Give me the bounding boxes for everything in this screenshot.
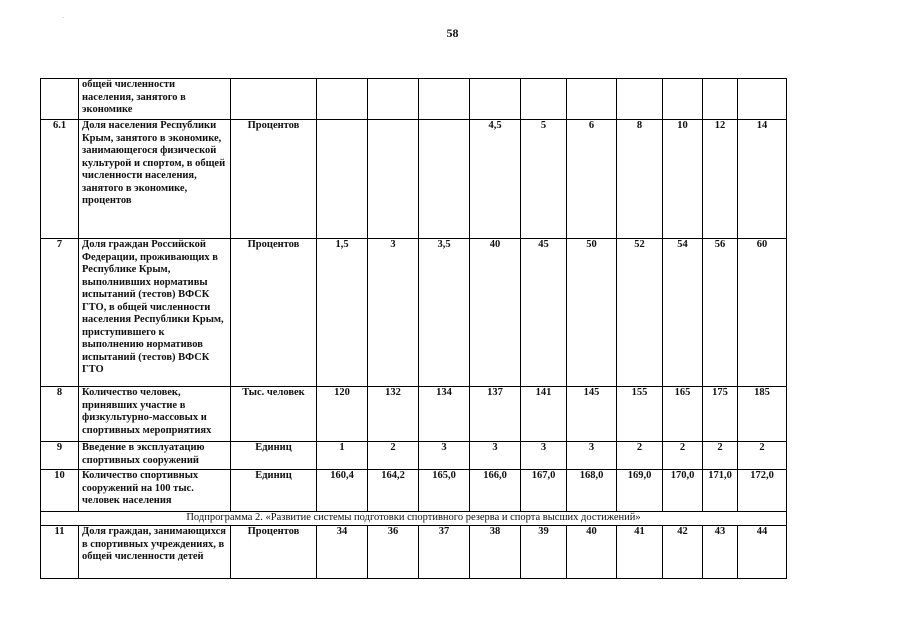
- value-cell: 134: [419, 387, 470, 442]
- row-number: 11: [41, 526, 79, 579]
- value-cell: 171,0: [703, 470, 738, 512]
- value-cell: 185: [738, 387, 787, 442]
- table-row: [41, 470, 787, 512]
- indicator-name: Доля граждан, занимающихся в спортивных учреждениях, в общей численности детей: [79, 526, 231, 579]
- table-row: [41, 79, 787, 120]
- value-cell: 60: [738, 239, 787, 387]
- row-number: 7: [41, 239, 79, 387]
- value-cell: 145: [567, 387, 617, 442]
- subprogram-title: Подпрограмма 2. «Развитие системы подготовки спортивного резерва и спорта высших достижений»: [41, 512, 787, 526]
- value-cell: 40: [567, 526, 617, 579]
- value-cell: 12: [703, 120, 738, 239]
- value-cell: 1,5: [317, 239, 368, 387]
- value-cell: 52: [617, 239, 663, 387]
- value-cell: [567, 79, 617, 120]
- table-row: [41, 120, 787, 239]
- value-cell: [663, 79, 703, 120]
- value-cell: 41: [617, 526, 663, 579]
- unit-cell: Процентов: [231, 120, 317, 239]
- value-cell: 137: [470, 387, 521, 442]
- table-row: [41, 526, 787, 579]
- value-cell: 37: [419, 526, 470, 579]
- value-cell: 8: [617, 120, 663, 239]
- value-cell: 44: [738, 526, 787, 579]
- value-cell: 3: [368, 239, 419, 387]
- row-number: [41, 79, 79, 120]
- value-cell: 43: [703, 526, 738, 579]
- value-cell: 120: [317, 387, 368, 442]
- value-cell: [521, 79, 567, 120]
- value-cell: 4,5: [470, 120, 521, 239]
- value-cell: [419, 79, 470, 120]
- value-cell: 167,0: [521, 470, 567, 512]
- value-cell: 36: [368, 526, 419, 579]
- unit-cell: Процентов: [231, 239, 317, 387]
- value-cell: 3: [521, 442, 567, 470]
- value-cell: 168,0: [567, 470, 617, 512]
- unit-cell: Единиц: [231, 442, 317, 470]
- subprogram-row: [41, 512, 787, 526]
- value-cell: 2: [703, 442, 738, 470]
- value-cell: 166,0: [470, 470, 521, 512]
- page-number: 58: [446, 26, 459, 40]
- value-cell: 155: [617, 387, 663, 442]
- value-cell: [738, 79, 787, 120]
- value-cell: 172,0: [738, 470, 787, 512]
- value-cell: 2: [663, 442, 703, 470]
- table-row: [41, 387, 787, 442]
- value-cell: 54: [663, 239, 703, 387]
- value-cell: 45: [521, 239, 567, 387]
- indicator-name: общей численности населения, занятого в экономике: [79, 79, 231, 120]
- row-number: 8: [41, 387, 79, 442]
- indicator-name: Доля граждан Российской Федерации, проживающих в Республике Крым, выполнивших нормативы испытаний (тестов) ВФСК ГТО, в общей численности населения Республики Крым, приступившего к выполнению нормативов испытаний (тестов) ВФСК ГТО: [79, 239, 231, 387]
- value-cell: [617, 79, 663, 120]
- row-number: 6.1: [41, 120, 79, 239]
- value-cell: 40: [470, 239, 521, 387]
- value-cell: 175: [703, 387, 738, 442]
- indicator-name: Количество спортивных сооружений на 100 тыс. человек населения: [79, 470, 231, 512]
- value-cell: [703, 79, 738, 120]
- value-cell: 6: [567, 120, 617, 239]
- table-row: [41, 239, 787, 387]
- value-cell: 56: [703, 239, 738, 387]
- value-cell: 38: [470, 526, 521, 579]
- value-cell: 141: [521, 387, 567, 442]
- value-cell: 169,0: [617, 470, 663, 512]
- value-cell: 5: [521, 120, 567, 239]
- unit-cell: Процентов: [231, 526, 317, 579]
- value-cell: 14: [738, 120, 787, 239]
- indicator-name: Введение в эксплуатацию спортивных сооружений: [79, 442, 231, 470]
- value-cell: 165,0: [419, 470, 470, 512]
- value-cell: [419, 120, 470, 239]
- value-cell: 3,5: [419, 239, 470, 387]
- value-cell: [317, 79, 368, 120]
- value-cell: 2: [617, 442, 663, 470]
- value-cell: 10: [663, 120, 703, 239]
- value-cell: 39: [521, 526, 567, 579]
- table-row: [41, 442, 787, 470]
- row-number: 9: [41, 442, 79, 470]
- indicators-table: [40, 78, 787, 579]
- value-cell: 42: [663, 526, 703, 579]
- value-cell: 160,4: [317, 470, 368, 512]
- value-cell: 3: [567, 442, 617, 470]
- unit-cell: Единиц: [231, 470, 317, 512]
- value-cell: 3: [419, 442, 470, 470]
- value-cell: 3: [470, 442, 521, 470]
- value-cell: 1: [317, 442, 368, 470]
- scan-artifact: ·: [62, 14, 65, 22]
- value-cell: 165: [663, 387, 703, 442]
- value-cell: 132: [368, 387, 419, 442]
- value-cell: 2: [738, 442, 787, 470]
- indicator-name: Количество человек, принявших участие в физкультурно-массовых и спортивных мероприятиях: [79, 387, 231, 442]
- value-cell: 50: [567, 239, 617, 387]
- value-cell: 34: [317, 526, 368, 579]
- row-number: 10: [41, 470, 79, 512]
- value-cell: 164,2: [368, 470, 419, 512]
- unit-cell: Тыс. человек: [231, 387, 317, 442]
- value-cell: [368, 79, 419, 120]
- value-cell: [317, 120, 368, 239]
- value-cell: 2: [368, 442, 419, 470]
- value-cell: [470, 79, 521, 120]
- value-cell: [368, 120, 419, 239]
- indicator-name: Доля населения Республики Крым, занятого в экономике, занимающегося физической культурой и спортом, в общей численности населения, занятого в экономике, процентов: [79, 120, 231, 239]
- unit-cell: [231, 79, 317, 120]
- value-cell: 170,0: [663, 470, 703, 512]
